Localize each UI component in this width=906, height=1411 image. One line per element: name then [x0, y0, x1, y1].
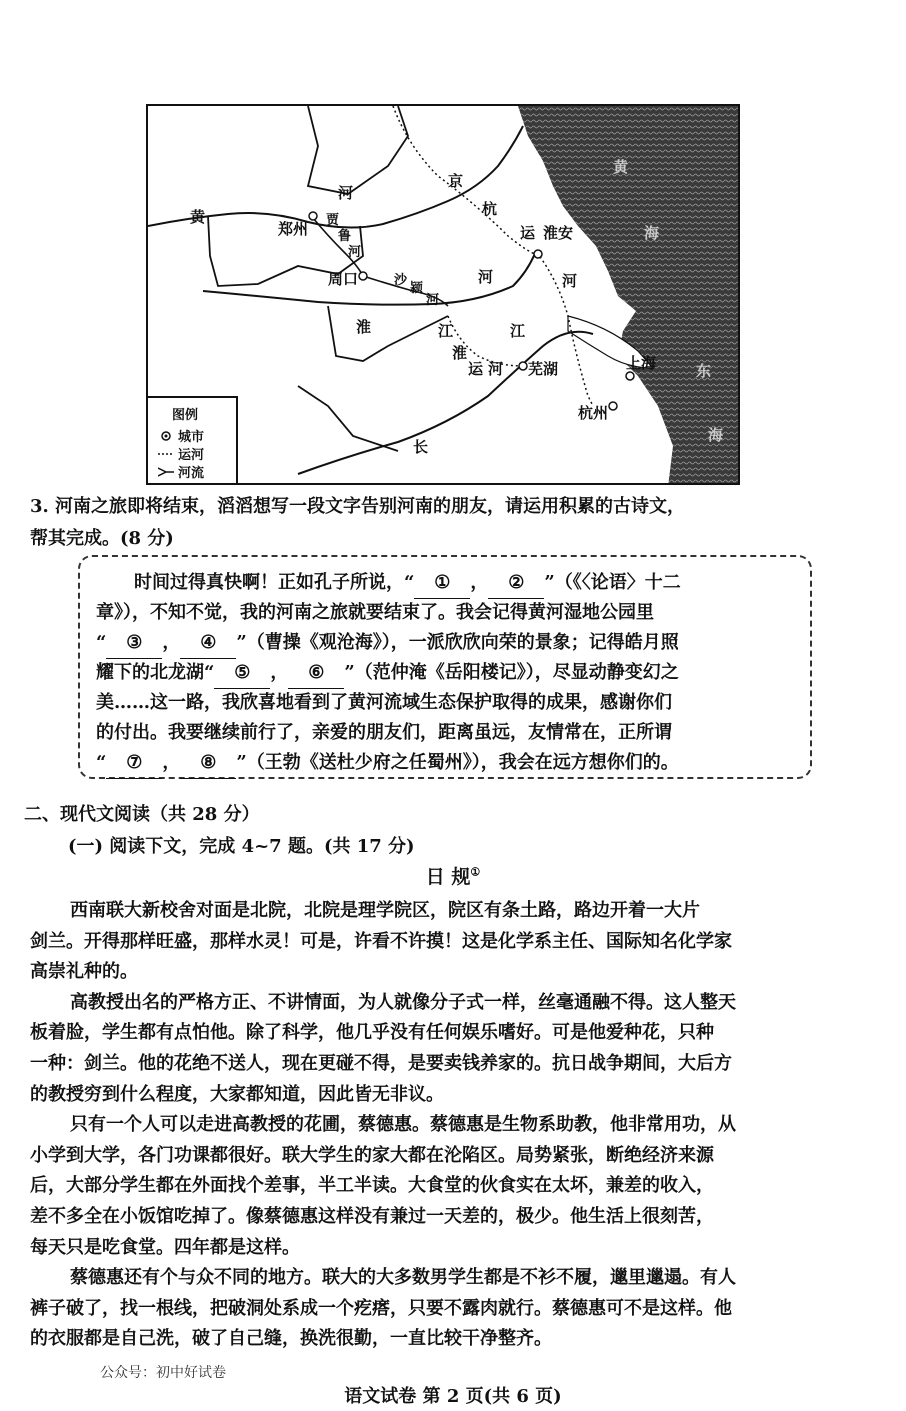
article-line: 后，大部分学生都在外面找个差事，半工半读。大食堂的伙食实在太坏，兼差的收入， [30, 1175, 714, 1197]
article-line: 的衣服都是自己洗，破了自己缝，换洗很勤，一直比较干净整齐。 [30, 1328, 552, 1350]
map-legend [148, 396, 238, 485]
article-line: 西南联大新校舍对面是北院，北院是理学院区，院区有条土路，路边开着一大片 [70, 900, 700, 921]
box-line-4: 耀下的北龙湖“ ⑤ ， ⑥ ”（范仲淹《岳阳楼记》），尽显动静变幻之 [96, 658, 679, 689]
blank-6[interactable]: ⑥ [288, 658, 344, 689]
subsection-1-heading: (一) 阅读下文，完成 4~7 题。(共 17 分) [68, 836, 415, 857]
article-line: 只有一个人可以走进高教授的花圃，蔡德惠。蔡德惠是生物系助教，他非常用功，从 [70, 1114, 736, 1136]
legend-river [158, 462, 204, 481]
canal-symbol-icon [158, 448, 174, 460]
blank-7[interactable]: ⑦ [106, 748, 162, 779]
section-2-heading: 二、现代文阅读（共 28 分） [24, 804, 260, 825]
article-line: 板着脸，学生都有点怕他。除了科学，他几乎没有任何娱乐嗜好。可是他爱种花，只种 [30, 1022, 714, 1044]
blank-4[interactable]: ④ [180, 628, 236, 659]
box-line-3: “ ③ ， ④ ”（曹操《观沧海》），一派欣欣向荣的景象；记得皓月照 [96, 628, 679, 659]
article-title: 日 规① [425, 865, 481, 888]
article-line: 小学到大学，各门功课都很好。联大学生的家大都在沦陷区。局势紧张，断绝经济来源 [30, 1144, 714, 1166]
box-line-5: 美……这一路，我欣喜地看到了黄河流域生态保护取得的成果，感谢你们 [96, 692, 672, 713]
label-jing: 京 [448, 172, 464, 190]
sea-area [518, 106, 740, 485]
label-shaying-3: 河 [426, 293, 440, 308]
article-line: 的教授穷到什么程度，大家都知道，因此皆无非议。 [30, 1083, 444, 1105]
blank-1[interactable]: ① [414, 568, 470, 599]
label-huaian: 淮安 [543, 224, 574, 242]
label-huai: 淮 [356, 318, 372, 336]
label-huaiyun-2: 运 [468, 360, 484, 378]
label-wuhu: 芜湖 [528, 360, 559, 378]
label-huanghai-2: 海 [644, 224, 660, 242]
label-hang: 杭 [482, 200, 498, 218]
label-he1: 河 [338, 184, 354, 202]
article-line: 每天只是吃食堂。四年都是这样。 [30, 1236, 300, 1258]
blank-2[interactable]: ② [488, 568, 544, 599]
yangtze-river [298, 332, 593, 474]
legend-river-label: 河流 [178, 466, 205, 481]
question-3-line-2: 帮其完成。(8 分) [30, 528, 174, 549]
question-3-line-1: 3. 河南之旅即将结束，滔滔想写一段文字告别河南的朋友，请运用积累的古诗文， [30, 496, 686, 517]
region-outline-1 [308, 106, 408, 194]
canal-map [146, 104, 740, 485]
label-huang: 黄 [190, 208, 206, 226]
label-he2: 河 [562, 272, 578, 290]
label-jiang1: 江 [438, 322, 454, 340]
label-jialu-2: 鲁 [338, 229, 352, 244]
article-line: 高教授出名的严格方正、不讲情面，为人就像分子式一样，丝毫通融不得。这人整天 [70, 991, 736, 1013]
label-chang: 长 [413, 438, 429, 456]
box-line-2: 章》），不知不觉，我的河南之旅就要结束了。我会记得黄河湿地公园里 [96, 602, 654, 623]
label-huanghai-1: 黄 [613, 158, 629, 176]
label-shanghai: 上海 [626, 354, 657, 372]
city-symbol-icon [158, 430, 174, 442]
region-outline-3 [328, 306, 448, 361]
article-line: 一种：剑兰。他的花绝不送人，现在更碰不得，是要卖钱养家的。抗日战争期间，大后方 [30, 1053, 732, 1074]
label-shaying-1: 沙 [394, 273, 408, 288]
legend-canal [158, 444, 204, 463]
label-zhengzhou: 郑州 [278, 220, 309, 238]
legend-city-label: 城市 [178, 430, 205, 445]
wechat-watermark: 公众号：初中好试卷 [100, 1365, 226, 1381]
label-jialu-1: 贾 [326, 213, 340, 228]
article-line: 高崇礼种的。 [30, 961, 138, 983]
label-zhoukou: 周口 [328, 270, 359, 288]
blank-3[interactable]: ③ [106, 628, 162, 659]
label-huaiyun-3: 河 [488, 360, 504, 378]
river-symbol-icon [158, 466, 174, 478]
label-yun: 运 [520, 224, 536, 242]
label-jiang2: 江 [510, 322, 526, 340]
box-line-7: “ ⑦ ， ⑧ ”（王勃《送杜少府之任蜀州》），我会在远方想你们的。 [96, 748, 679, 779]
box-line-1: 时间过得真快啊！正如孔子所说，“ ① ， ② ”（《〈论语〉十二 [134, 568, 681, 599]
article-line: 裤子破了，找一根线，把破洞处系成一个疙瘩，只要不露肉就行。蔡德惠可不是这样。他 [30, 1297, 732, 1319]
blank-5[interactable]: ⑤ [214, 658, 270, 689]
box-line-6: 的付出。我要继续前行了，亲爱的朋友们，距离虽远，友情常在，正所谓 [96, 722, 672, 743]
label-he3: 河 [478, 268, 494, 286]
legend-city [158, 426, 204, 445]
label-hangzhou: 杭州 [578, 404, 609, 422]
label-donghai-1: 东 [696, 362, 712, 380]
article-line: 蔡德惠还有个与众不同的地方。联大的大多数男学生都是不衫不履，邋里邋遢。有人 [70, 1267, 736, 1289]
label-jialu-3: 河 [348, 245, 362, 260]
article-line: 差不多全在小饭馆吃掉了。像蔡德惠这样没有兼过一天差的，极少。他生活上很刻苦， [30, 1206, 714, 1227]
legend-canal-label: 运河 [178, 448, 205, 463]
blank-8[interactable]: ⑧ [180, 748, 236, 779]
legend-title: 图例 [172, 408, 199, 423]
region-outline-4 [298, 386, 398, 451]
label-donghai-2: 海 [708, 426, 724, 444]
page-footer: 语文试卷 第 2 页(共 6 页) [344, 1386, 562, 1407]
article-line: 剑兰。开得那样旺盛，那样水灵！可是，许看不许摸！这是化学系主任、国际知名化学家 [30, 930, 732, 952]
label-huaiyun-1: 淮 [452, 344, 468, 362]
city-markers [309, 212, 634, 410]
footnote-marker: ① [470, 865, 481, 879]
label-shaying-2: 颍 [410, 281, 424, 296]
